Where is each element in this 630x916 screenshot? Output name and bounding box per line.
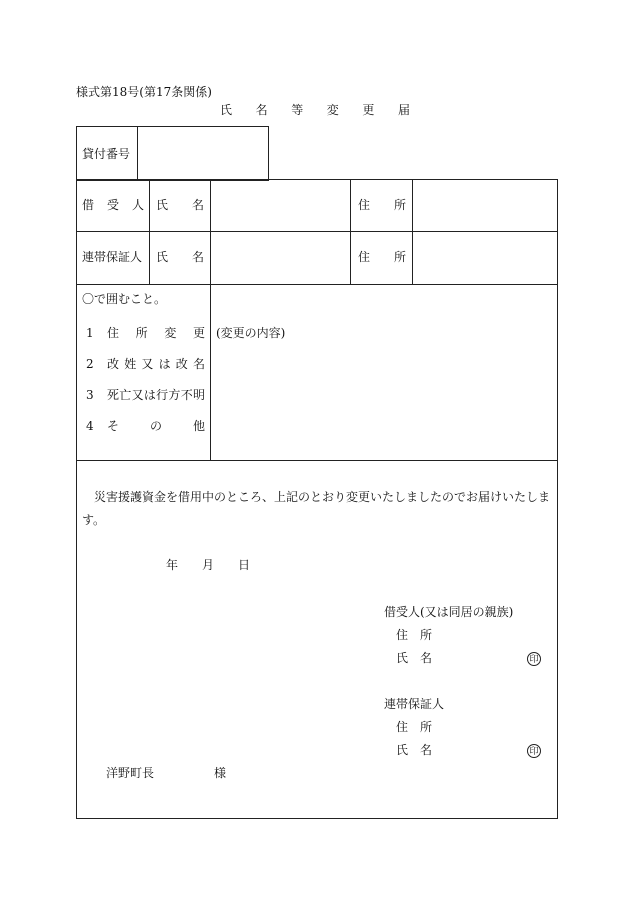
divider [137,126,138,181]
divider [210,179,211,460]
guarantor-signature-address-label: 住 所 [396,720,432,734]
change-details-label: (変更の内容) [216,326,286,340]
borrower-name-label: 氏 名 [156,198,204,212]
option-number: 1 [86,326,94,340]
option-other[interactable]: そ の 他 [107,419,205,433]
option-death-missing[interactable]: 死 亡 又 は 行 方 不 明 [107,388,205,402]
divider [350,179,351,284]
borrower-signature-address-label: 住 所 [396,628,432,642]
borrower-signature-name-label: 氏 名 [396,651,432,665]
addressee-name: 洋野町長 [106,766,155,780]
guarantor-name-label: 氏 名 [156,250,204,264]
divider [76,284,558,285]
circle-instruction: 〇で囲むこと。 [82,292,167,306]
guarantor-address-label: 住 所 [358,250,406,264]
borrower-address-label: 住 所 [358,198,406,212]
seal-icon: 印 [527,652,541,666]
guarantor-label: 連帯保証人 [82,250,143,264]
date-year-label: 年 [166,558,179,572]
option-number: 2 [86,357,94,371]
statement-text: 災害援護資金を借用中のところ、上記のとおり変更いたしましたのでお届けいたしま [94,490,551,504]
loan-number-label: 貸付番号 [82,147,131,161]
divider [76,460,558,461]
divider [149,179,150,284]
date-day-label: 日 [238,558,251,572]
divider [412,179,413,284]
borrower-signature-heading: 借受人(又は同居の親族) [384,605,514,619]
form-title: 氏 名 等 変 更 届 [220,103,410,117]
statement-text-cont: す。 [82,513,106,527]
option-number: 4 [86,419,94,433]
form-number: 様式第18号(第17条関係) [76,85,212,99]
guarantor-signature-name-label: 氏 名 [396,743,432,757]
seal-icon: 印 [527,744,541,758]
borrower-label: 借 受 人 [82,198,144,212]
guarantor-signature-heading: 連帯保証人 [384,697,445,711]
date-month-label: 月 [202,558,215,572]
option-number: 3 [86,388,94,402]
option-address-change[interactable]: 住 所 変 更 [107,326,205,340]
addressee-honorific: 様 [214,766,227,780]
option-name-change[interactable]: 改 姓 又 は 改 名 [107,357,205,371]
